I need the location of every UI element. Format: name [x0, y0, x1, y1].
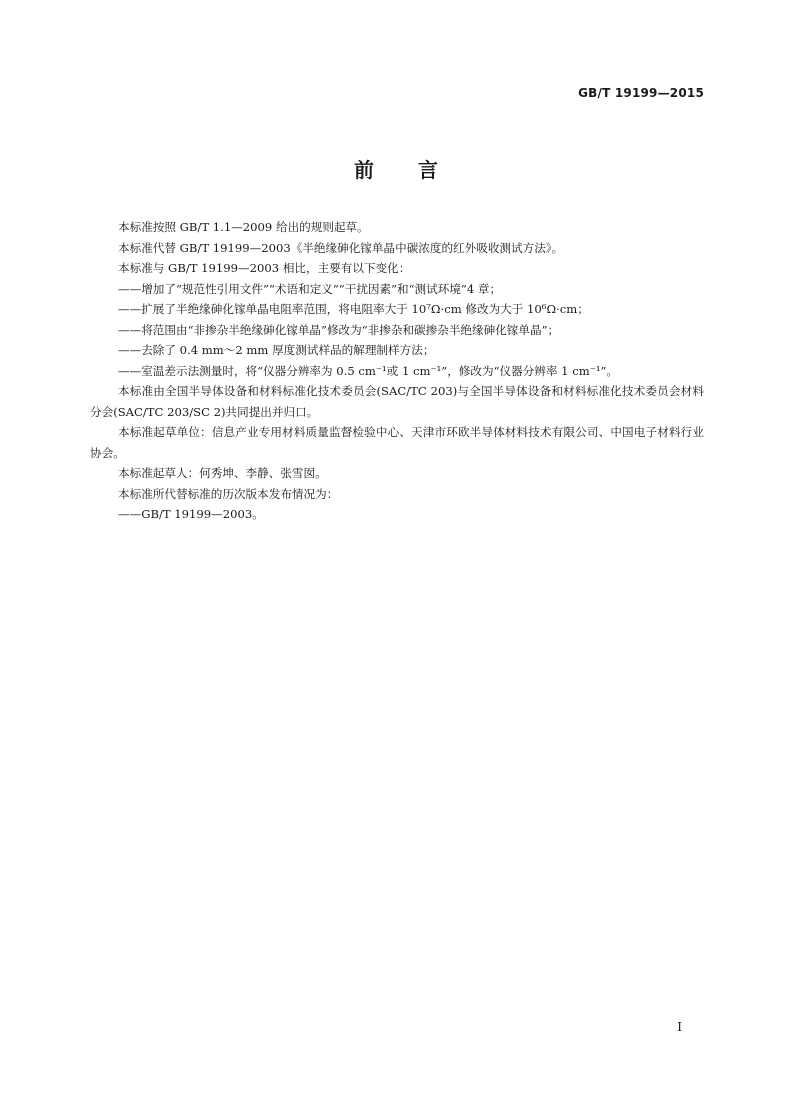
list-item: ——去除了 0.4 mm～2 mm 厚度测试样品的解理制样方法； [118, 343, 435, 357]
list-item: ——增加了“规范性引用文件”“术语和定义”“干扰因素”和“测试环境”4 章； [118, 281, 502, 296]
list-item: ——扩展了半绝缘砷化镓单晶电阻率范围，将电阻率大于 10⁷Ω·cm 修改为大于 10⁶Ω·cm； [118, 302, 589, 316]
page-title: 前言 [354, 158, 482, 182]
paragraph: 本标准与 GB/T 19199—2003 相比，主要有以下变化： [118, 261, 411, 275]
paragraph: 本标准由全国半导体设备和材料标准化技术委员会(SAC/TC 203)与全国半导体设备和材料标准化技术委员会材料分会(SAC/TC 203/SC 2)共同提出并归口。 [90, 384, 704, 419]
paragraph: 本标准代替 GB/T 19199—2003《半绝缘砷化镓单晶中碳浓度的红外吸收测试方法》。 [118, 240, 564, 255]
standard-number-header: GB/T 19199—2015 [578, 86, 704, 100]
list-item: ——GB/T 19199—2003。 [118, 507, 264, 521]
paragraph: 本标准起草人：何秀坤、李静、张雪囡。 [118, 466, 327, 480]
paragraph: 本标准所代替标准的历次版本发布情况为： [118, 486, 339, 501]
page-number: I [677, 1020, 682, 1034]
document-body [90, 217, 704, 525]
paragraph: 本标准按照 GB/T 1.1—2009 给出的规则起草。 [118, 220, 369, 234]
paragraph: 本标准起草单位：信息产业专用材料质量监督检验中心、天津市环欧半导体材料技术有限公司、中国电子材料行业协会。 [90, 425, 704, 460]
list-item: ——室温差示法测量时，将“仪器分辨率为 0.5 cm⁻¹或 1 cm⁻¹”，修改为“仪器分辨率 1 cm⁻¹”。 [118, 363, 618, 378]
list-item: ——将范围由“非掺杂半绝缘砷化镓单晶”修改为“非掺杂和碳掺杂半绝缘砷化镓单晶”； [118, 322, 560, 337]
